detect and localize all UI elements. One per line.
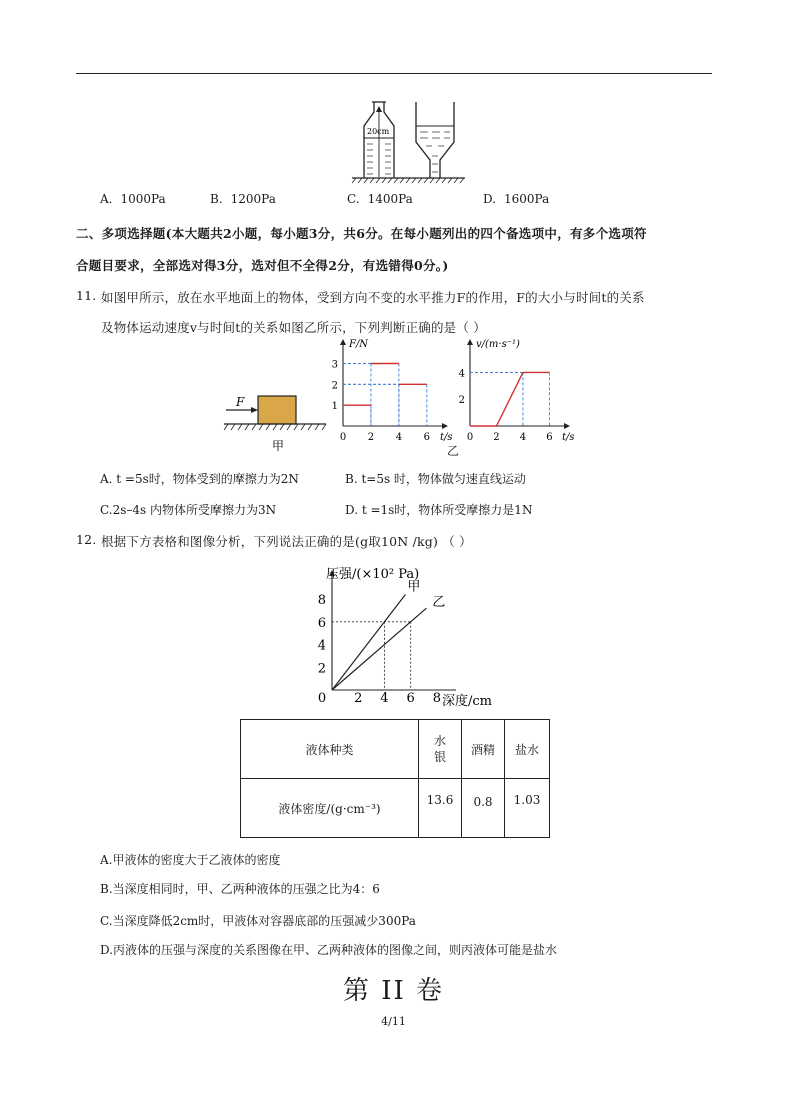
q11-block [258,396,296,424]
x-axis-label: t/s [440,432,453,443]
q12-option-d[interactable]: D.丙液体的压强与深度的关系图像在甲、乙两种液体的图像之间，则丙液体可能是盐水 [100,943,558,957]
y-tick-label: 1 [331,401,338,413]
x-tick-label: 6 [546,432,553,443]
table-cell: 13.6 [419,779,462,838]
q11-label-yi: 乙 [447,444,460,458]
x-tick-label: 2 [493,432,500,443]
q10-container-figure [350,98,468,184]
q12-pressure-depth-chart [300,560,510,710]
table-row-header: 液体种类 [241,720,419,779]
series-line [332,608,426,690]
y-tick-label: 6 [317,615,326,631]
x-axis-arrow [564,423,570,429]
q12-option-b[interactable]: B.当深度相同时，甲、乙两种液体的压强之比为4：6 [100,882,380,896]
y-tick-label: 4 [458,368,465,380]
x-axis-label: t/s [562,432,575,443]
q12-stem: 根据下方表格和图像分析，下列说法正确的是(g取10N /kg) （ ） [101,534,472,549]
x-tick-label: 6 [406,691,415,706]
q10-option-b[interactable]: B. 1200Pa [210,192,276,206]
page-number: 4/11 [381,1015,406,1028]
section-2-heading-line2: 合题目要求，全部选对得3分，选对但不全得2分，有选错得0分。) [76,258,449,273]
series-line [332,595,405,690]
q10-option-a[interactable]: A. 1000Pa [100,192,166,206]
y-axis-arrow [340,339,346,345]
series-label: 乙 [432,595,446,611]
q11-option-c[interactable]: C.2s–4s 内物体所受摩擦力为3N [100,503,277,517]
series-segment [496,372,522,426]
q11-stem-line2: 及物体运动速度v与时间t的关系如图乙所示，下列判断正确的是（ ） [101,320,486,335]
x-axis-arrow [442,423,448,429]
x-tick-label: 0 [339,432,347,443]
q11-force-label: F [236,395,245,409]
x-axis-label: 深度/cm [442,694,492,709]
section-2-heading-line1: 二、多项选择题(本大题共2小题，每小题3分，共6分。在每小题列出的四个备选项中，有多个选项符 [76,226,647,241]
y-axis-label: 压强/(×10² Pa) [326,567,420,582]
q11-stem-line1: 如图甲所示，放在水平地面上的物体，受到方向不变的水平推力F的作用，F的大小与时间t的关系 [101,290,645,305]
x-tick-label: 4 [395,432,403,443]
y-axis-arrow [467,339,473,345]
y-tick-label: 3 [331,359,338,371]
x-tick-label: 8 [432,691,442,706]
table-cell: 0.8 [462,779,505,838]
q11-figure-jia [222,388,330,456]
y-tick-label: 2 [331,380,338,392]
q10-option-d[interactable]: D. 1600Pa [483,192,550,206]
series-label: 甲 [407,579,421,595]
x-tick-label: 4 [380,691,389,706]
y-tick-label: 2 [458,395,465,407]
q10-height-label: 20cm [367,127,390,136]
header-rule [76,73,712,74]
table-row [241,720,550,779]
q12-option-a[interactable]: A.甲液体的密度大于乙液体的密度 [100,853,281,867]
table-row-header: 液体密度/(g·cm⁻³) [241,779,419,838]
q11-force-time-chart [325,336,453,446]
y-tick-label: 8 [317,593,326,609]
table-col-mercury: 水 银 [419,720,462,779]
q12-number: 12. [76,532,97,547]
q11-label-jia: 甲 [272,439,285,453]
x-tick-label: 6 [423,432,431,443]
part-title: 第 II 卷 [342,976,445,1006]
y-axis-label: F/N [349,339,369,350]
x-tick-label: 2 [354,691,363,706]
y-tick-label: 4 [317,638,326,654]
x-tick-label: 4 [519,432,527,443]
y-axis-label: v/(m·s⁻¹) [476,339,520,350]
y-tick-label: 2 [317,661,326,677]
table-col-alcohol: 酒精 [462,720,505,779]
q10-option-c[interactable]: C. 1400Pa [347,192,413,206]
q11-velocity-time-chart [450,336,575,446]
table-row [241,779,550,838]
q12-liquid-table [240,719,550,838]
q11-option-d[interactable]: D. t =1s时，物体所受摩擦力是1N [345,503,533,517]
q11-option-a[interactable]: A. t =5s时，物体受到的摩擦力为2N [100,472,299,486]
table-cell: 1.03 [505,779,550,838]
q12-option-c[interactable]: C.当深度降低2cm时，甲液体对容器底部的压强减少300Pa [100,914,416,928]
table-col-saltwater: 盐水 [505,720,550,779]
q11-number: 11. [76,288,97,303]
x-tick-label: 0 [317,691,327,706]
q11-option-b[interactable]: B. t=5s 时，物体做匀速直线运动 [345,472,526,486]
x-tick-label: 2 [367,432,375,443]
x-tick-label: 0 [466,432,474,443]
